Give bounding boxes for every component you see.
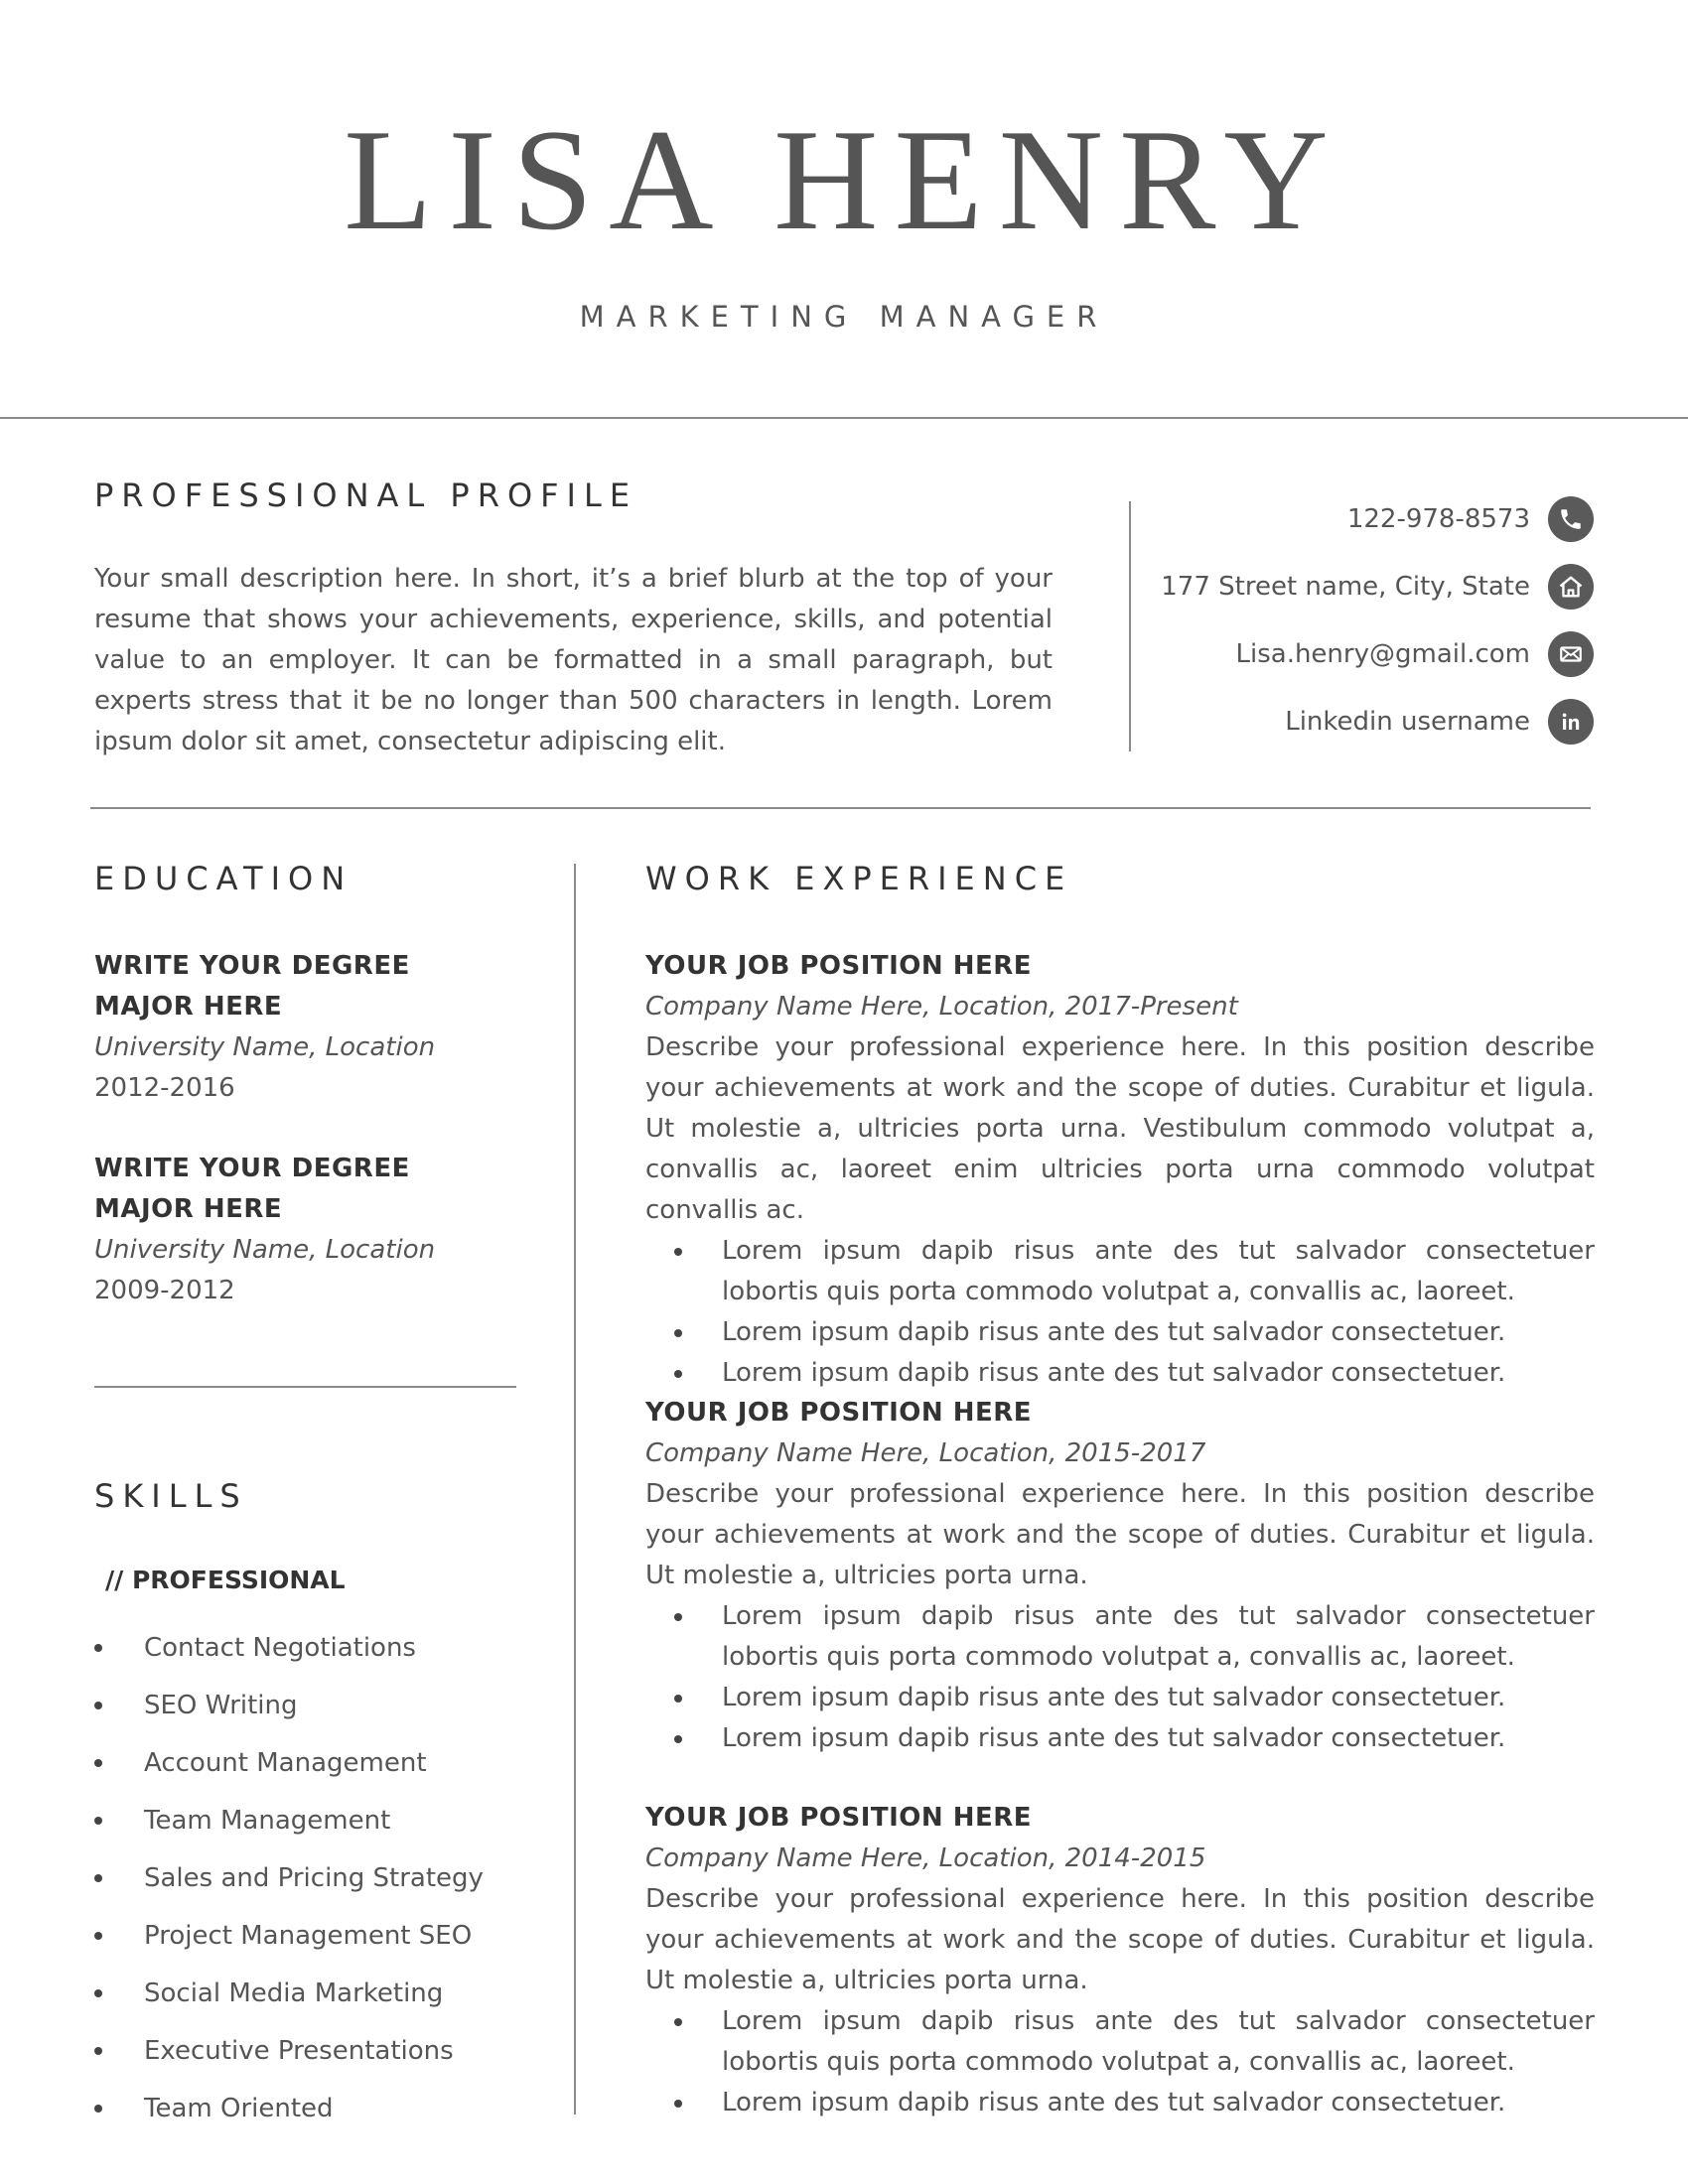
bullet-icon bbox=[674, 1735, 682, 1743]
skill-item bbox=[94, 1965, 484, 2022]
profile-contact-divider bbox=[1129, 501, 1131, 751]
contact-address bbox=[1142, 564, 1594, 610]
job-bullet-text: Lorem ipsum dapib risus ante des tut salvador consectetuer. bbox=[722, 1358, 1506, 1388]
bullet-icon bbox=[674, 1613, 682, 1621]
bullet-icon bbox=[94, 1874, 102, 1882]
skill-label: Account Management bbox=[144, 1748, 427, 1778]
university: University Name, Location bbox=[94, 1032, 436, 1062]
job-bullet bbox=[645, 1596, 1595, 1678]
job-bullet-text: Lorem ipsum dapib risus ante des tut salvador consectetuer. bbox=[722, 1317, 1506, 1347]
skill-item bbox=[94, 1907, 484, 1965]
job-bullet-text: Lorem ipsum dapib risus ante des tut salvador consectetuer lobortis quis porta commodo volutpat a, convallis ac, laoreet. bbox=[722, 1236, 1595, 1306]
job-bullet bbox=[645, 1678, 1595, 1718]
skill-item bbox=[94, 1849, 484, 1907]
degree-major: MAJOR HERE bbox=[94, 992, 283, 1022]
education-heading: EDUCATION bbox=[94, 860, 353, 897]
bullet-icon bbox=[94, 1817, 102, 1825]
contact-block bbox=[1142, 496, 1594, 766]
profile-text: Your small description here. In short, it’s a brief blurb at the top of your resume that shows your achievements, experience, skills, and potential value to an employer. It can be formatted in a small paragraph, but experts stress that it be no longer than 500 characters in length. Lorem ipsum dolor sit amet, consectetur adipiscing elit. bbox=[94, 564, 1053, 756]
job-bullet-text: Lorem ipsum dapib risus ante des tut salvador consectetuer. bbox=[722, 2088, 1506, 2117]
degree-line: WRITE YOUR DEGREE bbox=[94, 951, 410, 981]
work-heading: WORK EXPERIENCE bbox=[645, 860, 1073, 897]
job-company: Company Name Here, Location, 2014-2015 bbox=[645, 1843, 1206, 1873]
job-bullet bbox=[645, 2083, 1595, 2123]
job-position: YOUR JOB POSITION HERE bbox=[645, 951, 1033, 981]
bullet-icon bbox=[674, 1695, 682, 1703]
bullet-icon bbox=[94, 2105, 102, 2113]
bullet-icon bbox=[94, 1759, 102, 1767]
address-text: 177 Street name, City, State bbox=[1161, 572, 1530, 602]
skill-label: Team Oriented bbox=[144, 2094, 334, 2123]
bullet-icon bbox=[94, 1702, 102, 1709]
job-entry bbox=[645, 1798, 1595, 2123]
job-bullets bbox=[645, 1231, 1595, 1394]
skill-item bbox=[94, 1677, 484, 1734]
contact-phone bbox=[1142, 496, 1594, 542]
linkedin-icon bbox=[1548, 699, 1594, 745]
profile-heading: PROFESSIONAL PROFILE bbox=[94, 477, 638, 514]
university: University Name, Location bbox=[94, 1235, 436, 1265]
phone-text: 122-978-8573 bbox=[1346, 504, 1530, 534]
bullet-icon bbox=[94, 1989, 102, 1997]
skill-label: Contact Negotiations bbox=[144, 1633, 416, 1663]
job-bullet-text: Lorem ipsum dapib risus ante des tut salvador consectetuer. bbox=[722, 1723, 1506, 1753]
job-bullet-text: Lorem ipsum dapib risus ante des tut salvador consectetuer. bbox=[722, 1683, 1506, 1712]
bullet-icon bbox=[674, 1329, 682, 1337]
education-item bbox=[94, 1149, 531, 1311]
job-company: Company Name Here, Location, 2015-2017 bbox=[645, 1438, 1206, 1468]
skill-label: Social Media Marketing bbox=[144, 1979, 444, 2008]
bullet-icon bbox=[94, 1932, 102, 1940]
bullet-icon bbox=[674, 1248, 682, 1256]
skills-subheading: // PROFESSIONAL bbox=[105, 1566, 346, 1594]
job-bullets bbox=[645, 2001, 1595, 2123]
education-divider bbox=[94, 1386, 516, 1388]
job-position: YOUR JOB POSITION HERE bbox=[645, 1803, 1033, 1833]
column-divider bbox=[574, 864, 576, 2115]
skill-label: Team Management bbox=[144, 1806, 391, 1836]
skill-item bbox=[94, 2022, 484, 2080]
job-description: Describe your professional experience here. In this position describe your achievements at work and the scope of duties. Curabitur et ligula. Ut molestie a, ultricies porta urna. bbox=[645, 1479, 1595, 1590]
job-bullet bbox=[645, 2001, 1595, 2083]
job-bullet-text: Lorem ipsum dapib risus ante des tut salvador consectetuer lobortis quis porta commodo volutpat a, convallis ac, laoreet. bbox=[722, 2006, 1595, 2077]
job-description: Describe your professional experience here. In this position describe your achievements at work and the scope of duties. Curabitur et ligula. Ut molestie a, ultricies porta urna. bbox=[645, 1884, 1595, 1995]
bullet-icon bbox=[94, 2047, 102, 2055]
job-bullets bbox=[645, 1596, 1595, 1759]
skill-item bbox=[94, 2080, 484, 2137]
skill-label: SEO Writing bbox=[144, 1691, 298, 1720]
header-divider bbox=[0, 417, 1688, 419]
email-text: Lisa.henry@gmail.com bbox=[1235, 639, 1530, 669]
profile-divider bbox=[90, 807, 1591, 809]
linkedin-text: Linkedin username bbox=[1285, 707, 1530, 737]
job-company: Company Name Here, Location, 2017-Present bbox=[645, 992, 1238, 1022]
job-entry bbox=[645, 946, 1595, 1394]
job-bullet bbox=[645, 1231, 1595, 1312]
skills-list bbox=[94, 1619, 484, 2137]
skills-heading: SKILLS bbox=[94, 1477, 248, 1515]
job-bullet bbox=[645, 1353, 1595, 1394]
job-bullet bbox=[645, 1312, 1595, 1353]
bullet-icon bbox=[674, 2018, 682, 2026]
skill-item bbox=[94, 1619, 484, 1677]
skill-label: Project Management SEO bbox=[144, 1921, 473, 1951]
skill-item bbox=[94, 1792, 484, 1849]
education-years: 2012-2016 bbox=[94, 1073, 235, 1103]
degree-line: WRITE YOUR DEGREE bbox=[94, 1154, 410, 1183]
bullet-icon bbox=[674, 2100, 682, 2108]
phone-icon bbox=[1548, 496, 1594, 542]
resume-title: MARKETING MANAGER bbox=[579, 300, 1109, 334]
job-bullet-text: Lorem ipsum dapib risus ante des tut salvador consectetuer lobortis quis porta commodo volutpat a, convallis ac, laoreet. bbox=[722, 1601, 1595, 1672]
job-entry bbox=[645, 1393, 1595, 1759]
job-description: Describe your professional experience here. In this position describe your achievements at work and the scope of duties. Curabitur et ligula. Ut molestie a, ultricies porta urna. Vestibulum commodo volutpat a, convallis ac, laoreet enim ultricies porta urna commodo volutpat convallis ac. bbox=[645, 1032, 1595, 1225]
degree-major: MAJOR HERE bbox=[94, 1194, 283, 1224]
bullet-icon bbox=[94, 1644, 102, 1652]
skill-label: Executive Presentations bbox=[144, 2036, 454, 2066]
education-item bbox=[94, 946, 531, 1109]
bullet-icon bbox=[674, 1370, 682, 1378]
education-years: 2009-2012 bbox=[94, 1276, 235, 1305]
skill-label: Sales and Pricing Strategy bbox=[144, 1863, 484, 1893]
home-icon bbox=[1548, 564, 1594, 610]
envelope-icon bbox=[1548, 631, 1594, 677]
contact-linkedin bbox=[1142, 699, 1594, 745]
resume-name: LISA HENRY bbox=[344, 99, 1344, 260]
skill-item bbox=[94, 1734, 484, 1792]
job-position: YOUR JOB POSITION HERE bbox=[645, 1398, 1033, 1428]
job-bullet bbox=[645, 1718, 1595, 1759]
contact-email bbox=[1142, 631, 1594, 677]
